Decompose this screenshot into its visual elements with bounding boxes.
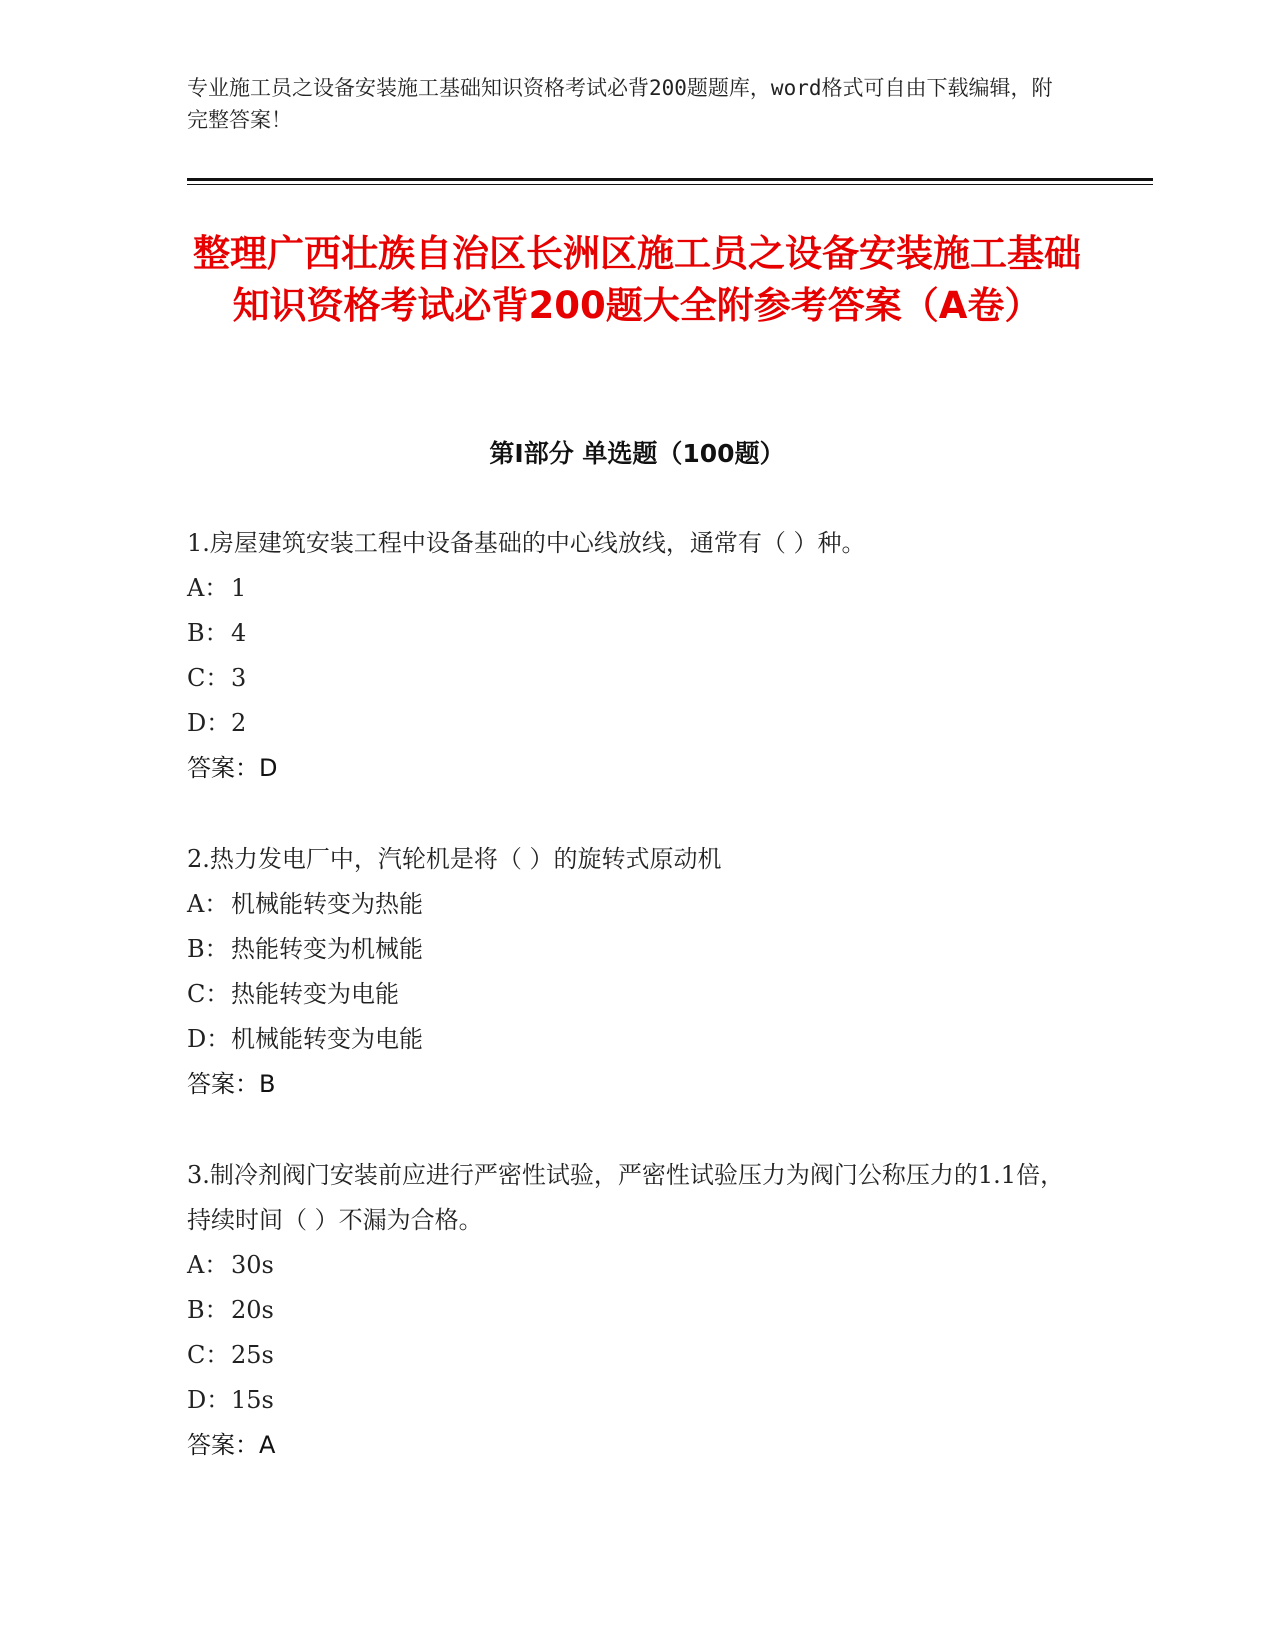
option-label: C： — [187, 664, 230, 692]
option-text: 2 — [231, 709, 247, 737]
option-label: B： — [187, 935, 229, 963]
option-text: 25s — [231, 1341, 274, 1369]
question-1-answer: 答案：D — [187, 754, 278, 782]
option-text: 3 — [231, 664, 247, 692]
option-text: 30s — [231, 1251, 274, 1279]
option-text: 20s — [231, 1296, 274, 1324]
option-label: B： — [187, 619, 229, 647]
question-1-option-c — [187, 656, 1067, 701]
option-label: C： — [187, 1341, 230, 1369]
question-2-option-c — [187, 972, 1067, 1017]
option-label: B： — [187, 1296, 229, 1324]
option-text: 机械能转变为热能 — [231, 890, 423, 918]
question-1-option-a — [187, 566, 1067, 611]
header-rule-thick — [187, 178, 1153, 181]
question-3-stem: 3.制冷剂阀门安装前应进行严密性试验，严密性试验压力为阀门公称压力的1.1倍，持续时间（ ）不漏为合格。 — [187, 1161, 1065, 1234]
section-title: 第Ⅰ部分 单选题（100题） — [489, 439, 785, 468]
option-text: 热能转变为机械能 — [231, 935, 423, 963]
question-1-option-d — [187, 701, 1067, 746]
option-text: 机械能转变为电能 — [231, 1025, 423, 1053]
option-text: 15s — [231, 1386, 274, 1414]
option-label: A： — [187, 890, 229, 918]
question-2-stem: 2.热力发电厂中，汽轮机是将（ ）的旋转式原动机 — [187, 845, 722, 873]
option-label: A： — [187, 574, 229, 602]
question-2-option-a — [187, 882, 1067, 927]
option-text: 1 — [231, 574, 247, 602]
option-label: D： — [187, 709, 231, 737]
option-label: A： — [187, 1251, 229, 1279]
question-1-option-b — [187, 611, 1067, 656]
question-1-stem: 1.房屋建筑安装工程中设备基础的中心线放线，通常有（ ）种。 — [187, 529, 866, 557]
question-3-answer: 答案：A — [187, 1431, 276, 1459]
question-3-option-a — [187, 1243, 1067, 1288]
option-label: D： — [187, 1386, 231, 1414]
option-label: C： — [187, 980, 230, 1008]
option-label: D： — [187, 1025, 231, 1053]
header-rule-thin — [187, 184, 1153, 185]
option-text: 4 — [231, 619, 247, 647]
question-2-option-d — [187, 1017, 1067, 1062]
document-title: 整理广西壮族自治区长洲区施工员之设备安装施工基础知识资格考试必背200题大全附参考答案（A卷） — [193, 232, 1081, 327]
header-note: 专业施工员之设备安装施工基础知识资格考试必背200题题库，word格式可自由下载编辑，附完整答案！ — [187, 76, 1053, 132]
question-2-answer: 答案：B — [187, 1070, 276, 1098]
option-text: 热能转变为电能 — [231, 980, 399, 1008]
question-3-option-c — [187, 1333, 1067, 1378]
question-2-option-b — [187, 927, 1067, 972]
question-3-option-d — [187, 1378, 1067, 1423]
question-3-option-b — [187, 1288, 1067, 1333]
